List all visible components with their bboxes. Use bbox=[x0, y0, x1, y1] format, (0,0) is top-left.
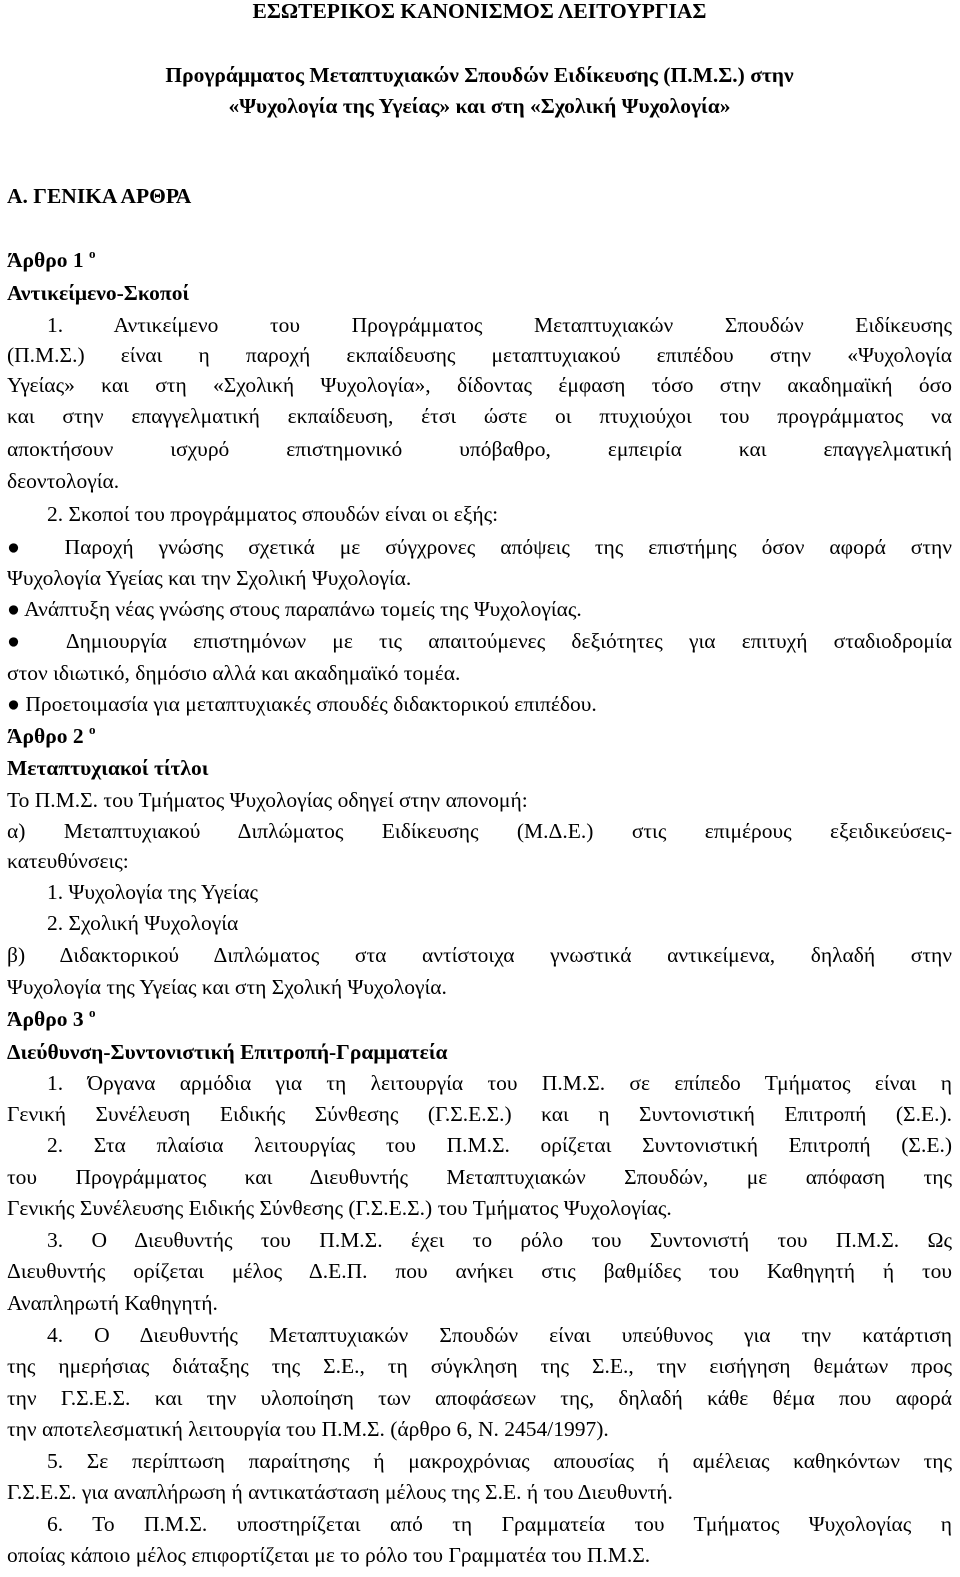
article-3-line: 1. Όργανα αρμόδια για τη λειτουργία του Π.Μ.Σ. σε επίπεδο Τμήματος είναι η bbox=[47, 1071, 952, 1095]
article-1-line: και στην επαγγελματική εκπαίδευση, έτσι ώστε οι πτυχιούχοι του προγράμματος να bbox=[7, 404, 952, 428]
article-2-heading-superscript: ο bbox=[89, 722, 96, 737]
article-1-aim-bullet: ● Παροχή γνώσης σχετικά με σύγχρονες απόψεις της επιστήμης όσον αφορά στην bbox=[7, 535, 952, 559]
article-3-line: οποίας κάποιο μέλος επιφορτίζεται με το ρόλο του Γραμματέα του Π.Μ.Σ. bbox=[7, 1543, 651, 1567]
article-1-line: στον ιδιωτικό, δημόσιο αλλά και ακαδημαϊκό τομέα. bbox=[7, 661, 461, 685]
article-3-line: την αποτελεσματική λειτουργία του Π.Μ.Σ. (άρθρο 6, Ν. 2454/1997). bbox=[7, 1417, 609, 1441]
article-2-heading-text: Άρθρο 2 bbox=[7, 724, 84, 748]
article-1-heading-superscript: ο bbox=[89, 246, 96, 261]
article-1-heading bbox=[7, 245, 96, 275]
article-3-line: Γενικής Συνέλευσης Ειδικής Σύνθεσης (Γ.Σ.Ε.Σ.) του Τμήματος Ψυχολογίας. bbox=[7, 1196, 672, 1220]
article-3-line: 3. Ο Διευθυντής του Π.Μ.Σ. έχει το ρόλο του Συντονιστή του Π.Μ.Σ. Ως bbox=[47, 1228, 952, 1252]
article-3-line: την Γ.Σ.Ε.Σ. και την υλοποίηση των αποφάσεων της, δηλαδή κάθε θέμα που αφορά bbox=[7, 1386, 952, 1410]
article-2-list-item: 2. Σχολική Ψυχολογία bbox=[47, 911, 239, 935]
article-2-subheading: Μεταπτυχιακοί τίτλοι bbox=[7, 756, 209, 780]
article-3-line: Γ.Σ.Ε.Σ. για αναπλήρωση ή αντικατάσταση μέλους της Σ.Ε. ή του Διευθυντή. bbox=[7, 1480, 673, 1504]
article-3-line: της ημερήσιας διάταξης της Σ.Ε., τη σύγκληση της Σ.Ε., την εισήγηση θεμάτων προς bbox=[7, 1354, 952, 1378]
article-3-line: 4. Ο Διευθυντής Μεταπτυχιακών Σπουδών είναι υπεύθυνος για την κατάρτιση bbox=[47, 1323, 952, 1347]
article-1-line: 1. Αντικείμενο του Προγράμματος Μεταπτυχιακών Σπουδών Ειδίκευσης bbox=[47, 313, 952, 337]
article-3-heading-text: Άρθρο 3 bbox=[7, 1007, 84, 1031]
article-3-line: 6. Το Π.Μ.Σ. υποστηρίζεται από τη Γραμματεία του Τμήματος Ψυχολογίας η bbox=[47, 1512, 952, 1536]
article-3-line: 5. Σε περίπτωση παραίτησης ή μακροχρόνιας απουσίας ή αμέλειας καθηκόντων της bbox=[47, 1449, 952, 1473]
article-2-line: β) Διδακτορικού Διπλώματος στα αντίστοιχα γνωστικά αντικείμενα, δηλαδή στην bbox=[7, 943, 952, 967]
article-2-line: α) Μεταπτυχιακού Διπλώματος Ειδίκευσης (Μ.Δ.Ε.) στις επιμέρους εξειδικεύσεις- bbox=[7, 819, 952, 843]
article-1-line: Υγείας» και στη «Σχολική Ψυχολογία», δίδοντας έμφαση τόσο στην ακαδημαϊκή όσο bbox=[7, 373, 952, 397]
article-1-line: δεοντολογία. bbox=[7, 469, 120, 493]
article-1-aim-bullet: ● Δημιουργία επιστημόνων με τις απαιτούμενες δεξιότητες για επιτυχή σταδιοδρομία bbox=[7, 629, 952, 653]
article-1-line: (Π.Μ.Σ.) είναι η παροχή εκπαίδευσης μεταπτυχιακού επιπέδου στην «Ψυχολογία bbox=[7, 343, 952, 367]
document-subtitle-line-2: «Ψυχολογία της Υγείας» και στη «Σχολική Ψυχολογία» bbox=[228, 94, 731, 118]
article-1-aims-intro: 2. Σκοποί του προγράμματος σπουδών είναι οι εξής: bbox=[47, 502, 499, 526]
article-3-heading-superscript: ο bbox=[89, 1005, 96, 1020]
article-1-subheading: Αντικείμενο-Σκοποί bbox=[7, 281, 190, 305]
document-title: ΕΣΩΤΕΡΙΚΟΣ ΚΑΝΟΝΙΣΜΟΣ ΛΕΙΤΟΥΡΓΙΑΣ bbox=[252, 0, 707, 23]
article-3-heading bbox=[7, 1004, 96, 1034]
article-3-subheading: Διεύθυνση-Συντονιστική Επιτροπή-Γραμματεία bbox=[7, 1040, 448, 1064]
article-2-line: Το Π.Μ.Σ. του Τμήματος Ψυχολογίας οδηγεί στην απονομή: bbox=[7, 788, 528, 812]
article-1-line: αποκτήσουν ισχυρό επιστημονικό υπόβαθρο, εμπειρία και επαγγελματική bbox=[7, 437, 952, 461]
article-2-heading bbox=[7, 721, 96, 751]
article-1-aim-bullet: ● Προετοιμασία για μεταπτυχιακές σπουδές διδακτορικού επιπέδου. bbox=[7, 692, 597, 716]
article-2-list-item: 1. Ψυχολογία της Υγείας bbox=[47, 880, 258, 904]
section-heading-general-articles: Α. ΓΕΝΙΚΑ ΑΡΘΡΑ bbox=[7, 184, 192, 208]
article-3-line: του Προγράμματος και Διευθυντής Μεταπτυχιακών Σπουδών, με απόφαση της bbox=[7, 1165, 952, 1189]
article-1-line: Ψυχολογία Υγείας και την Σχολική Ψυχολογία. bbox=[7, 566, 412, 590]
article-3-line: Γενική Συνέλευση Ειδικής Σύνθεσης (Γ.Σ.Ε.Σ.) και η Συντονιστική Επιτροπή (Σ.Ε.). bbox=[7, 1102, 952, 1126]
article-2-line: Ψυχολογία της Υγείας και στη Σχολική Ψυχολογία. bbox=[7, 975, 447, 999]
article-1-heading-text: Άρθρο 1 bbox=[7, 248, 84, 272]
article-1-aim-bullet: ● Ανάπτυξη νέας γνώσης στους παραπάνω τομείς της Ψυχολογίας. bbox=[7, 597, 582, 621]
article-3-line: Αναπληρωτή Καθηγητή. bbox=[7, 1291, 218, 1315]
document-subtitle-line-1: Προγράμματος Μεταπτυχιακών Σπουδών Ειδίκευσης (Π.Μ.Σ.) στην bbox=[165, 63, 794, 87]
article-2-line: κατευθύνσεις: bbox=[7, 849, 129, 873]
article-3-line: 2. Στα πλαίσια λειτουργίας του Π.Μ.Σ. ορίζεται Συντονιστική Επιτροπή (Σ.Ε.) bbox=[47, 1133, 952, 1157]
article-3-line: Διευθυντής ορίζεται μέλος Δ.Ε.Π. που ανήκει στις βαθμίδες του Καθηγητή ή του bbox=[7, 1259, 952, 1283]
